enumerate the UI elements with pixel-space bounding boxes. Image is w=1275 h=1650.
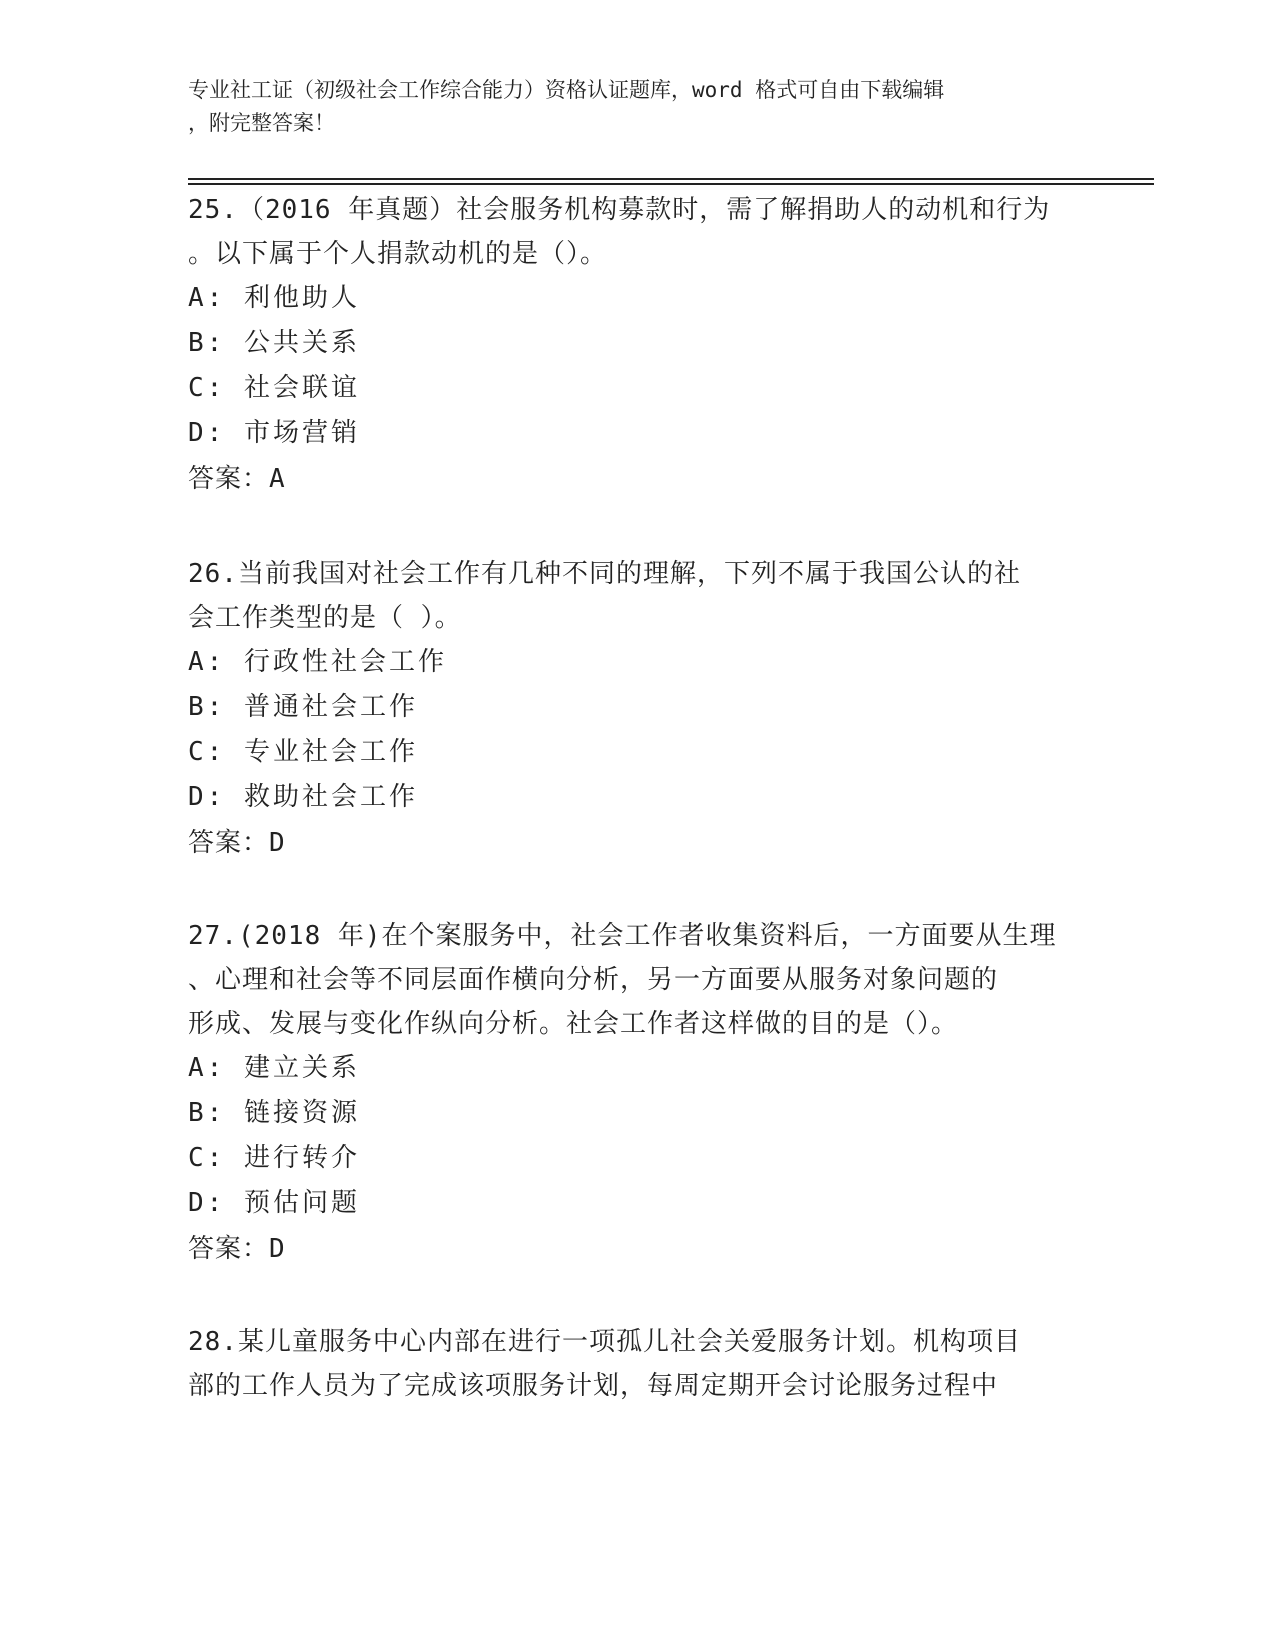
document-header <box>188 74 1068 140</box>
option-b: B: 普通社会工作 <box>188 692 418 722</box>
question-stem-line: 。以下属于个人捐款动机的是（）。 <box>188 239 608 269</box>
option-b: B: 链接资源 <box>188 1098 360 1128</box>
question-stem-line: 28.某儿童服务中心内部在进行一项孤儿社会关爱服务计划。机构项目 <box>188 1327 1021 1357</box>
question-stem-line: 25.（2016 年真题）社会服务机构募款时，需了解捐助人的动机和行为 <box>188 195 1051 225</box>
question-27 <box>188 914 1088 1272</box>
header-line: ，附完整答案！ <box>188 111 335 135</box>
option-c: C: 进行转介 <box>188 1143 360 1173</box>
header-divider <box>188 178 1154 180</box>
option-d: D: 救助社会工作 <box>188 782 418 812</box>
question-26 <box>188 552 1088 866</box>
question-stem-line: 形成、发展与变化作纵向分析。社会工作者这样做的目的是（）。 <box>188 1009 959 1039</box>
option-d: D: 预估问题 <box>188 1188 360 1218</box>
answer-line: 答案：A <box>188 464 286 494</box>
option-d: D: 市场营销 <box>188 418 360 448</box>
question-stem-line: 部的工作人员为了完成该项服务计划，每周定期开会讨论服务过程中 <box>188 1371 999 1401</box>
answer-line: 答案：D <box>188 828 286 858</box>
question-25 <box>188 188 1088 502</box>
question-stem-line: 、心理和社会等不同层面作横向分析，另一方面要从服务对象问题的 <box>188 965 999 995</box>
answer-line: 答案：D <box>188 1234 286 1264</box>
option-b: B: 公共关系 <box>188 328 360 358</box>
question-28 <box>188 1320 1088 1408</box>
option-a: A: 利他助人 <box>188 283 360 313</box>
option-a: A: 行政性社会工作 <box>188 647 447 677</box>
header-line: 专业社工证（初级社会工作综合能力）资格认证题库，word 格式可自由下载编辑 <box>188 78 945 102</box>
option-c: C: 专业社会工作 <box>188 737 418 767</box>
question-stem-line: 26.当前我国对社会工作有几种不同的理解，下列不属于我国公认的社 <box>188 559 1021 589</box>
option-c: C: 社会联谊 <box>188 373 360 403</box>
header-divider <box>188 183 1154 185</box>
option-a: A: 建立关系 <box>188 1053 360 1083</box>
question-stem-line: 会工作类型的是（ ）。 <box>188 603 462 633</box>
question-stem-line: 27.(2018 年)在个案服务中，社会工作者收集资料后，一方面要从生理 <box>188 921 1057 951</box>
